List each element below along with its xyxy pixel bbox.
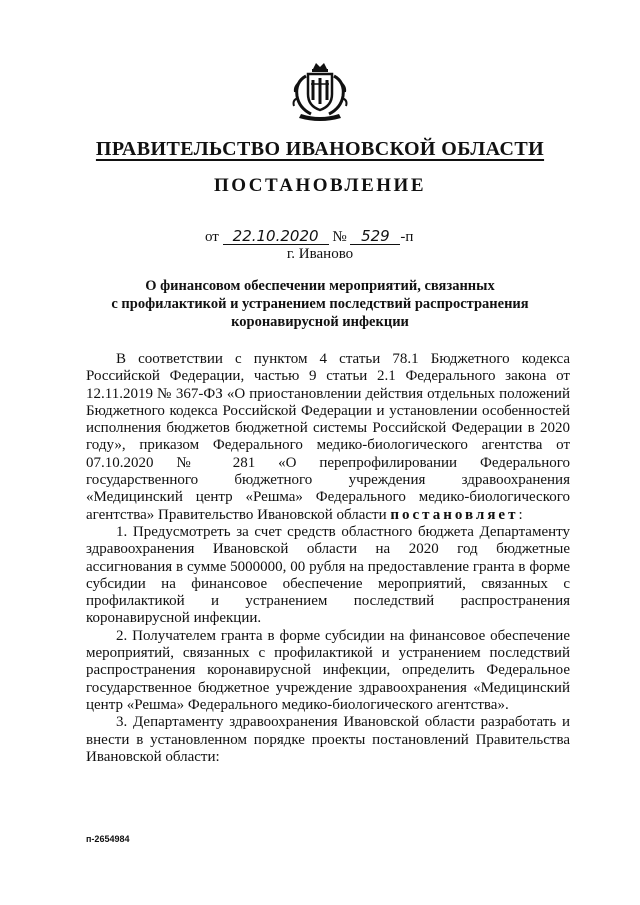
city: г. Иваново bbox=[286, 246, 354, 262]
paragraph-item-2: 2. Получателем гранта в форме субсидии на финансовое обеспечение мероприятий, связанных с профилактикой и устранением последствий распространения коронавирусной инфекции, определить Федеральное государственное бюджетное учреждение здравоохранения «Медицинский центр «Решма» Федерального медико-биологического агентства». bbox=[86, 627, 570, 713]
date-line bbox=[205, 229, 413, 246]
document-subject bbox=[100, 277, 540, 331]
document-number: 529 bbox=[350, 229, 400, 245]
intro-paragraph: В соответствии с пунктом 4 статьи 78.1 Бюджетного кодекса Российской Федерации, частью 9 статьи 2.1 Федерального закона от 12.11.2019 № 367-ФЗ «О приостановлении действия отдельных положений Бюджетного кодекса Российской Федерации и установлении особенностей исполнения бюджетов бюджетной системы Российской Федерации в 2020 году», приказом Федерального медико-биологического агентства от 07.10.2020 № 281 «О перепрофилировании Федерального государственного бюджетного учреждения здравоохранения «Медицинский центр «Решма» Федерального медико-биологического агентства» Правительство Ивановской области постановляет: bbox=[86, 351, 570, 523]
paragraph-item-1: 1. Предусмотреть за счет средств областного бюджета Департаменту здравоохранения Ивановской области на 2020 год бюджетные ассигнования в сумме 5000000, 00 рубля на предоставление гранта в форме субсидии на финансовое обеспечение мероприятий, связанных с профилактикой и устранением последствий распространения коронавирусной инфекции. bbox=[86, 523, 570, 627]
government-title: ПРАВИТЕЛЬСТВО ИВАНОВСКОЙ ОБЛАСТИ bbox=[95, 138, 545, 160]
number-suffix: -п bbox=[400, 229, 414, 245]
date-prefix: от bbox=[205, 229, 219, 245]
footer-code: п-2654984 bbox=[86, 834, 130, 844]
subject-line: О финансовом обеспечении мероприятий, связанных bbox=[145, 278, 495, 294]
number-label: № bbox=[332, 229, 347, 245]
document-date: 22.10.2020 bbox=[223, 229, 329, 245]
coat-of-arms-icon bbox=[289, 60, 351, 122]
decision-word: постановляет bbox=[390, 506, 519, 523]
document-type: ПОСТАНОВЛЕНИЕ bbox=[213, 175, 427, 196]
subject-line: с профилактикой и устранением последствий распространения bbox=[111, 296, 529, 312]
paragraph-item-3: 3. Департаменту здравоохранения Ивановской области разработать и внести в установленном порядке проекты постановлений Правительства Ивановской области: bbox=[86, 714, 570, 765]
subject-line: коронавирусной инфекции bbox=[231, 314, 409, 330]
document-body bbox=[86, 351, 570, 766]
